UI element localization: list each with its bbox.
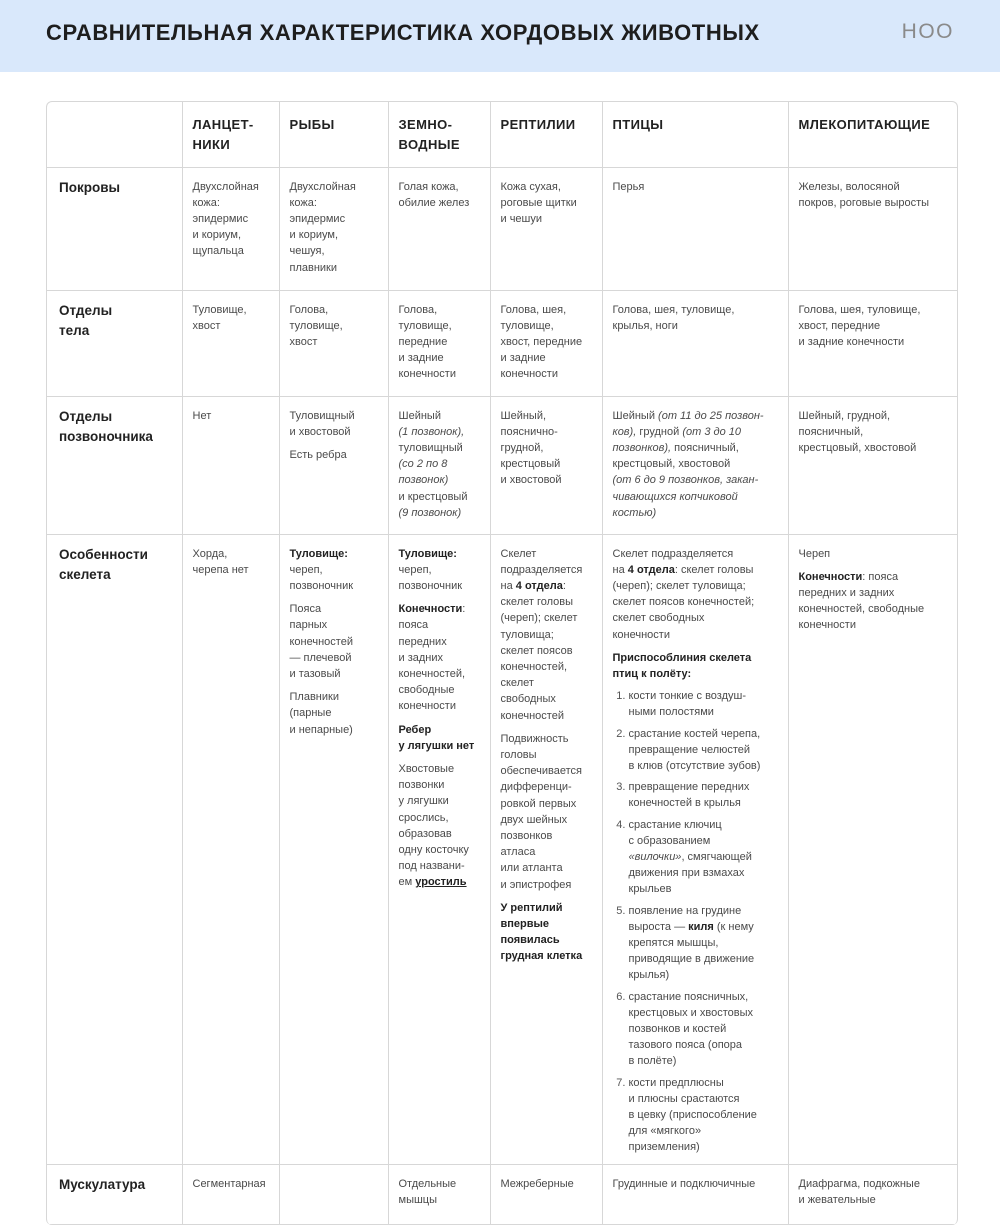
table-row-cover — [47, 167, 957, 290]
cell-skeleton-fish: Туловище: череп, позвоночник Пояса парных конечностей — плечевой и тазовый Плавники (парные и непарные) — [279, 534, 388, 1164]
column-header-amphibians — [388, 102, 490, 167]
header-badge: НОО — [901, 20, 954, 43]
table-row-spine — [47, 396, 957, 534]
list-item: 4. срастание ключиц с образованием «вилочки», смягчающей движения при взмахах крыльев — [629, 817, 782, 898]
cell-skeleton-amphibians: Туловище: череп, позвоночник Конечности: пояса передних и задних конечностей, свободные конечности Ребер у лягушки нет Хвостовые позвонки у лягушки срослись, образовав одну косточку под названи- ем уростиль — [388, 534, 490, 1164]
cell-muscles-fish — [279, 1164, 388, 1224]
header-line: ЛАНЦЕТ- — [192, 117, 254, 132]
row-label-skeleton: Особенности скелета — [47, 534, 182, 1164]
cell-skeleton-birds: Скелет подразделяется на 4 отдела: скелет головы (череп); скелет туловища; скелет поясов конечностей; скелет свободных конечности Приспособлиния скелета птиц к полёту: 1. кости тонкие с воздуш- ными полостями 2. срастание костей черепа, превращение челюстей в клюв (отсутствие зубов) 3. превращение передних конечностей в крылья 4. срастание ключиц с образованием «вилочки», смягчающей движения при взмахах крыльев 5. появление на грудине выроста — киля (к нему крепятся мышцы, приводящие в движение крылья) 6. срастание поясничных, крестцовых и хвостовых позвонков и костей тазового пояса (опора в полёте) 7. кости предплюсны и плюсны срастаются в цевку (приспособление для «мягкого» приземления) — [602, 534, 788, 1164]
cell-spine-mammals: Шейный, грудной, поясничный, крестцовый, хвостовой — [788, 396, 957, 534]
column-header-birds: ПТИЦЫ — [602, 102, 788, 167]
cell-body-amphibians: Голова, туловище, передние и задние конечности — [388, 290, 490, 396]
cell-cover-mammals: Железы, волосяной покров, роговые выросты — [788, 167, 957, 290]
cell-cover-reptiles: Кожа сухая, роговые щитки и чешуи — [490, 167, 602, 290]
cell-muscles-amphibians: Отдельные мышцы — [388, 1164, 490, 1224]
row-label-body-parts: Отделы тела — [47, 290, 182, 396]
list-item: 2. срастание костей черепа, превращение челюстей в клюв (отсутствие зубов) — [629, 726, 782, 775]
column-header-fish: РЫБЫ — [279, 102, 388, 167]
cell-cover-fish: Двухслойная кожа: эпидермис и кориум, чешуя, плавники — [279, 167, 388, 290]
cell-spine-fish: Туловищный и хвостовой Есть ребра — [279, 396, 388, 534]
row-label-spine: Отделы позвоночника — [47, 396, 182, 534]
table-row-body-parts — [47, 290, 957, 396]
cell-body-lancelets: Туловище, хвост — [182, 290, 279, 396]
cell-skeleton-mammals: Череп Конечности: пояса передних и задних конечностей, свободные конечности — [788, 534, 957, 1164]
cell-spine-amphibians: Шейный (1 позвонок), туловищный (со 2 по 8 позвонок) и крестцовый (9 позвонок) — [388, 396, 490, 534]
flight-adaptations-list — [613, 688, 782, 1155]
table-row-skeleton — [47, 534, 957, 1164]
cell-muscles-mammals: Диафрагма, подкожные и жевательные — [788, 1164, 957, 1224]
cell-cover-amphibians: Голая кожа, обилие желез — [388, 167, 490, 290]
cell-cover-lancelets: Двухслойная кожа: эпидермис и кориум, щупальца — [182, 167, 279, 290]
page-title: СРАВНИТЕЛЬНАЯ ХАРАКТЕРИСТИКА ХОРДОВЫХ ЖИВОТНЫХ — [46, 20, 760, 45]
page-header — [0, 0, 1000, 72]
cell-cover-birds: Перья — [602, 167, 788, 290]
header-line: НИКИ — [192, 137, 231, 152]
list-item: 6. срастание поясничных, крестцовых и хвостовых позвонков и костей тазового пояса (опора в полёте) — [629, 989, 782, 1070]
table-row-muscles — [47, 1164, 957, 1224]
cell-spine-birds: Шейный (от 11 до 25 позвон- ков), грудной (от 3 до 10 позвонков), поясничный, крестцовый, хвостовой (от 6 до 9 позвонков, закан- чивающихся копчиковой костью) — [602, 396, 788, 534]
cell-body-birds: Голова, шея, туловище, крылья, ноги — [602, 290, 788, 396]
comparison-table — [46, 101, 958, 1225]
list-item: 1. кости тонкие с воздуш- ными полостями — [629, 688, 782, 720]
corner-cell — [47, 102, 182, 167]
cell-skeleton-lancelets: Хорда, черепа нет — [182, 534, 279, 1164]
column-header-reptiles: РЕПТИЛИИ — [490, 102, 602, 167]
row-label-muscles: Мускулатура — [47, 1164, 182, 1224]
cell-body-mammals: Голова, шея, туловище, хвост, передние и задние конечности — [788, 290, 957, 396]
list-item: 5. появление на грудине выроста — киля (к нему крепятся мышцы, приводящие в движение крылья) — [629, 903, 782, 984]
row-label-cover: Покровы — [47, 167, 182, 290]
cell-skeleton-reptiles: Скелет подразделяется на 4 отдела: скелет головы (череп); скелет туловища; скелет поясов конечностей, скелет свободных конечностей Подвижность головы обеспечивается дифференци- ровкой первых двух шейных позвонков атласа или атланта и эпистрофея У рептилий впервые появилась грудная клетка — [490, 534, 602, 1164]
cell-body-reptiles: Голова, шея, туловище, хвост, передние и задние конечности — [490, 290, 602, 396]
header-line: ВОДНЫЕ — [398, 137, 460, 152]
cell-muscles-lancelets: Сегментарная — [182, 1164, 279, 1224]
list-item: 3. превращение передних конечностей в крылья — [629, 779, 782, 811]
cell-body-fish: Голова, туловище, хвост — [279, 290, 388, 396]
header-line: ЗЕМНО- — [398, 117, 453, 132]
cell-spine-lancelets: Нет — [182, 396, 279, 534]
list-item: 7. кости предплюсны и плюсны срастаются в цевку (приспособление для «мягкого» приземления) — [629, 1075, 782, 1156]
cell-spine-reptiles: Шейный, пояснично- грудной, крестцовый и хвостовой — [490, 396, 602, 534]
column-header-lancelets — [182, 102, 279, 167]
cell-muscles-birds: Грудинные и подключичные — [602, 1164, 788, 1224]
column-header-mammals: МЛЕКОПИТАЮЩИЕ — [788, 102, 957, 167]
table-header-row — [47, 102, 957, 167]
term-urostyle: уростиль — [415, 876, 467, 889]
cell-muscles-reptiles: Межреберные — [490, 1164, 602, 1224]
